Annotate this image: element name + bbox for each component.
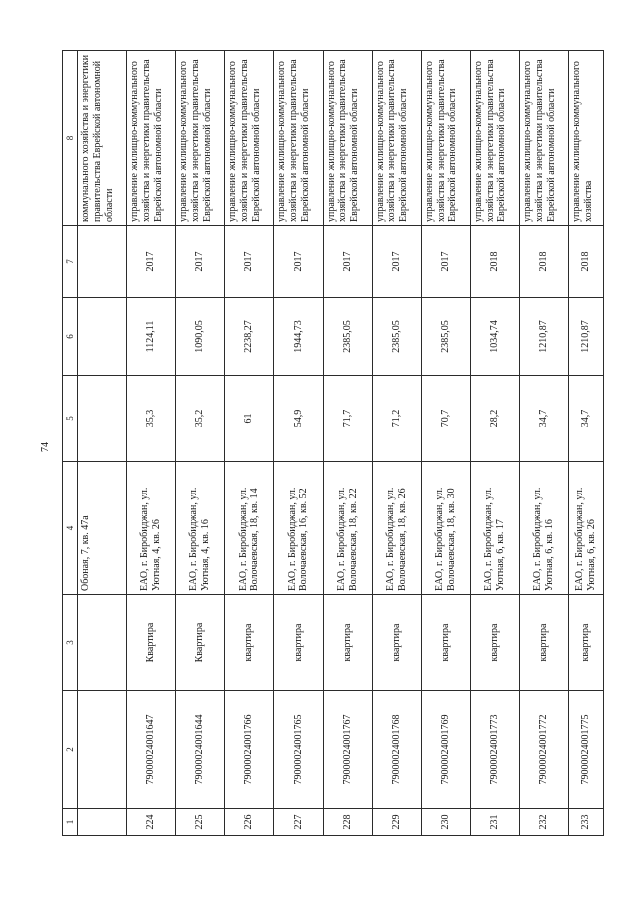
cell-type: квартира <box>569 595 604 691</box>
cell-number: 225 <box>176 809 225 836</box>
cell-year: 2018 <box>470 226 519 298</box>
cell-number: 228 <box>323 809 372 836</box>
cell-number: 233 <box>569 809 604 836</box>
cell-year: 2017 <box>127 226 176 298</box>
column-number: 3 <box>63 595 78 691</box>
cell-code: 79000024001767 <box>323 691 372 809</box>
cell-year <box>78 226 127 298</box>
table-row <box>372 51 421 836</box>
cell-address: ЕАО, г. Биробиджан, ул. Волочаевская, 18, кв. 22 <box>323 462 372 595</box>
cell-area: 71,2 <box>372 376 421 462</box>
cell-year: 2017 <box>274 226 323 298</box>
cell-address: ЕАО, г. Биробиджан, ул. Волочаевская, 16, кв. 52 <box>274 462 323 595</box>
cell-type: Квартира <box>176 595 225 691</box>
cell-type: квартира <box>519 595 568 691</box>
property-table-wrapper <box>62 51 604 836</box>
cell-address: ЕАО, г. Биробиджан, ул. Волочаевская, 18, кв. 30 <box>421 462 470 595</box>
cell-year: 2017 <box>176 226 225 298</box>
property-table <box>62 50 604 836</box>
cell-area: 70,7 <box>421 376 470 462</box>
cell-code <box>78 691 127 809</box>
cell-value: 2385,05 <box>372 298 421 376</box>
cell-code: 79000024001765 <box>274 691 323 809</box>
cell-number: 230 <box>421 809 470 836</box>
table-row <box>569 51 604 836</box>
column-number-row <box>63 51 78 836</box>
cell-code: 79000024001768 <box>372 691 421 809</box>
column-number: 7 <box>63 226 78 298</box>
table-row <box>176 51 225 836</box>
cell-type <box>78 595 127 691</box>
cell-address: ЕАО, г. Биробиджан, ул. Уютная, 6, кв. 17 <box>470 462 519 595</box>
cell-organization: управление жилищно-коммунального хозяйства и энергетики правительства Еврейской автономной области <box>176 51 225 226</box>
table-row <box>127 51 176 836</box>
cell-type: квартира <box>274 595 323 691</box>
cell-type: квартира <box>372 595 421 691</box>
cell-organization: управление жилищно-коммунального хозяйства и энергетики правительства Еврейской автономной области <box>372 51 421 226</box>
cell-number: 232 <box>519 809 568 836</box>
cell-code: 79000024001772 <box>519 691 568 809</box>
table-row <box>274 51 323 836</box>
cell-value: 1124,11 <box>127 298 176 376</box>
cell-organization: управление жилищно-коммунального хозяйства и энергетики правительства Еврейской автономной области <box>323 51 372 226</box>
cell-year: 2017 <box>372 226 421 298</box>
cell-area: 71,7 <box>323 376 372 462</box>
cell-year: 2018 <box>569 226 604 298</box>
cell-organization: коммунального хозяйства и энергетики правительства Еврейской автономной области <box>78 51 127 226</box>
cell-year: 2017 <box>225 226 274 298</box>
cell-organization: управление жилищно-коммунального хозяйства и энергетики правительства Еврейской автономной области <box>421 51 470 226</box>
cell-area: 35,2 <box>176 376 225 462</box>
cell-address: ЕАО, г. Биробиджан, ул. Волочаевская, 18, кв. 14 <box>225 462 274 595</box>
table-body <box>78 51 604 836</box>
cell-number: 231 <box>470 809 519 836</box>
cell-organization: управление жилищно-коммунального хозяйства и энергетики правительства Еврейской автономной области <box>225 51 274 226</box>
cell-type: квартира <box>470 595 519 691</box>
cell-code: 79000024001766 <box>225 691 274 809</box>
column-number: 8 <box>63 51 78 226</box>
cell-organization: управление жилищно-коммунального хозяйства и энергетики правительства Еврейской автономной области <box>470 51 519 226</box>
cell-value: 2385,05 <box>421 298 470 376</box>
cell-year: 2018 <box>519 226 568 298</box>
cell-value: 2238,27 <box>225 298 274 376</box>
cell-number <box>78 809 127 836</box>
column-number: 2 <box>63 691 78 809</box>
table-row <box>519 51 568 836</box>
cell-address: ЕАО, г. Биробиджан, ул. Уютная, 6, кв. 16 <box>519 462 568 595</box>
cell-address: ЕАО, г. Биробиджан, ул. Уютная, 4, кв. 26 <box>127 462 176 595</box>
cell-type: квартира <box>323 595 372 691</box>
cell-address: ЕАО, г. Биробиджан, ул. Уютная, 6, кв. 26 <box>569 462 604 595</box>
page-number: 74 <box>40 442 51 452</box>
cell-number: 229 <box>372 809 421 836</box>
cell-area: 34,7 <box>569 376 604 462</box>
cell-organization: управление жилищно-коммунального хозяйства <box>569 51 604 226</box>
table-row <box>225 51 274 836</box>
column-number: 5 <box>63 376 78 462</box>
cell-year: 2017 <box>323 226 372 298</box>
continuation-row <box>78 51 127 836</box>
table-row <box>323 51 372 836</box>
table-header <box>63 51 78 836</box>
column-number: 1 <box>63 809 78 836</box>
cell-type: Квартира <box>127 595 176 691</box>
cell-value: 2385,05 <box>323 298 372 376</box>
cell-number: 224 <box>127 809 176 836</box>
cell-area: 34,7 <box>519 376 568 462</box>
cell-number: 227 <box>274 809 323 836</box>
table-row <box>470 51 519 836</box>
cell-value: 1944,73 <box>274 298 323 376</box>
column-number: 4 <box>63 462 78 595</box>
cell-code: 79000024001773 <box>470 691 519 809</box>
cell-year: 2017 <box>421 226 470 298</box>
cell-area <box>78 376 127 462</box>
cell-type: квартира <box>225 595 274 691</box>
cell-value: 1210,87 <box>519 298 568 376</box>
cell-type: квартира <box>421 595 470 691</box>
cell-area: 54,9 <box>274 376 323 462</box>
cell-value: 1210,87 <box>569 298 604 376</box>
cell-value: 1034,74 <box>470 298 519 376</box>
cell-value <box>78 298 127 376</box>
cell-address: Обоная, 7, кв. 47а <box>78 462 127 595</box>
cell-address: ЕАО, г. Биробиджан, ул. Волочаевская, 18, кв. 26 <box>372 462 421 595</box>
cell-organization: управление жилищно-коммунального хозяйства и энергетики правительства Еврейской автономной области <box>519 51 568 226</box>
cell-code: 79000024001769 <box>421 691 470 809</box>
cell-area: 35,3 <box>127 376 176 462</box>
cell-address: ЕАО, г. Биробиджан, ул. Уютная, 4, кв. 16 <box>176 462 225 595</box>
column-number: 6 <box>63 298 78 376</box>
table-row <box>421 51 470 836</box>
cell-area: 61 <box>225 376 274 462</box>
cell-number: 226 <box>225 809 274 836</box>
cell-code: 79000024001647 <box>127 691 176 809</box>
cell-code: 79000024001775 <box>569 691 604 809</box>
cell-organization: управление жилищно-коммунального хозяйства и энергетики правительства Еврейской автономной области <box>274 51 323 226</box>
cell-code: 79000024001644 <box>176 691 225 809</box>
cell-area: 28,2 <box>470 376 519 462</box>
cell-value: 1090,05 <box>176 298 225 376</box>
cell-organization: управление жилищно-коммунального хозяйства и энергетики правительства Еврейской автономной области <box>127 51 176 226</box>
